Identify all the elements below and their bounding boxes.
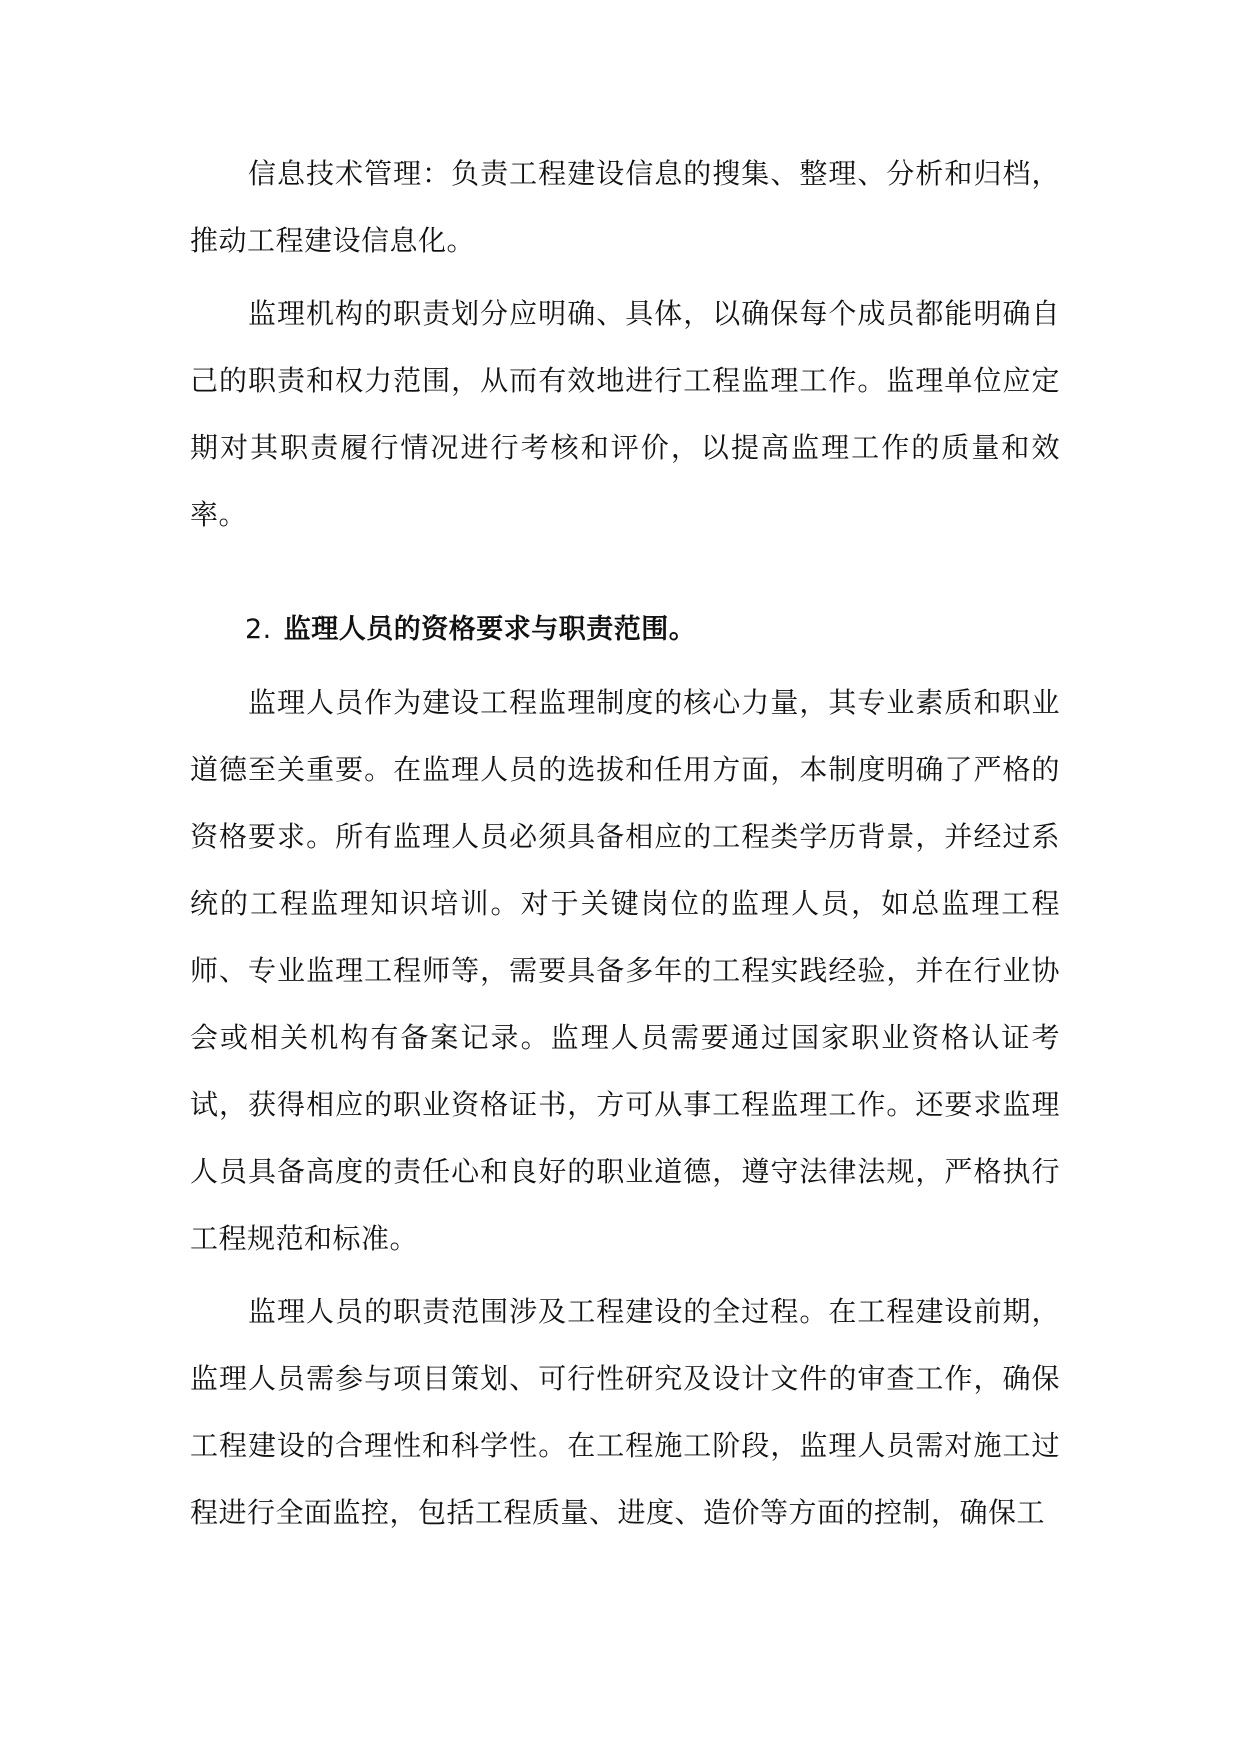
- section-heading: [190, 596, 1060, 663]
- document-body: [190, 140, 1060, 1546]
- paragraph-duty-division: 监理机构的职责划分应明确、具体，以确保每个成员都能明确自己的职责和权力范围，从而有效地进行工程监理工作。监理单位应定期对其职责履行情况进行考核和评价，以提高监理工作的质量和效率。: [190, 297, 1060, 531]
- paragraph-qualification-requirements: 监理人员作为建设工程监理制度的核心力量，其专业素质和职业道德至关重要。在监理人员的选拔和任用方面，本制度明确了严格的资格要求。所有监理人员必须具备相应的工程类学历背景，并经过系统的工程监理知识培训。对于关键岗位的监理人员，如总监理工程师、专业监理工程师等，需要具备多年的工程实践经验，并在行业协会或相关机构有备案记录。监理人员需要通过国家职业资格认证考试，获得相应的职业资格证书，方可从事工程监理工作。还要求监理人员具备高度的责任心和良好的职业道德，遵守法律法规，严格执行工程规范和标准。: [190, 686, 1060, 1255]
- paragraph-duty-scope: 监理人员的职责范围涉及工程建设的全过程。在工程建设前期，监理人员需参与项目策划、可行性研究及设计文件的审查工作，确保工程建设的合理性和科学性。在工程施工阶段，监理人员需对施工过程进行全面监控，包括工程质量、进度、造价等方面的控制，确保工: [190, 1295, 1060, 1529]
- section-title: 监理人员的资格要求与职责范围。: [283, 614, 697, 645]
- paragraph-info-management: 信息技术管理：负责工程建设信息的搜集、整理、分析和归档，推动工程建设信息化。: [190, 157, 1060, 257]
- section-number: 2.: [245, 614, 272, 645]
